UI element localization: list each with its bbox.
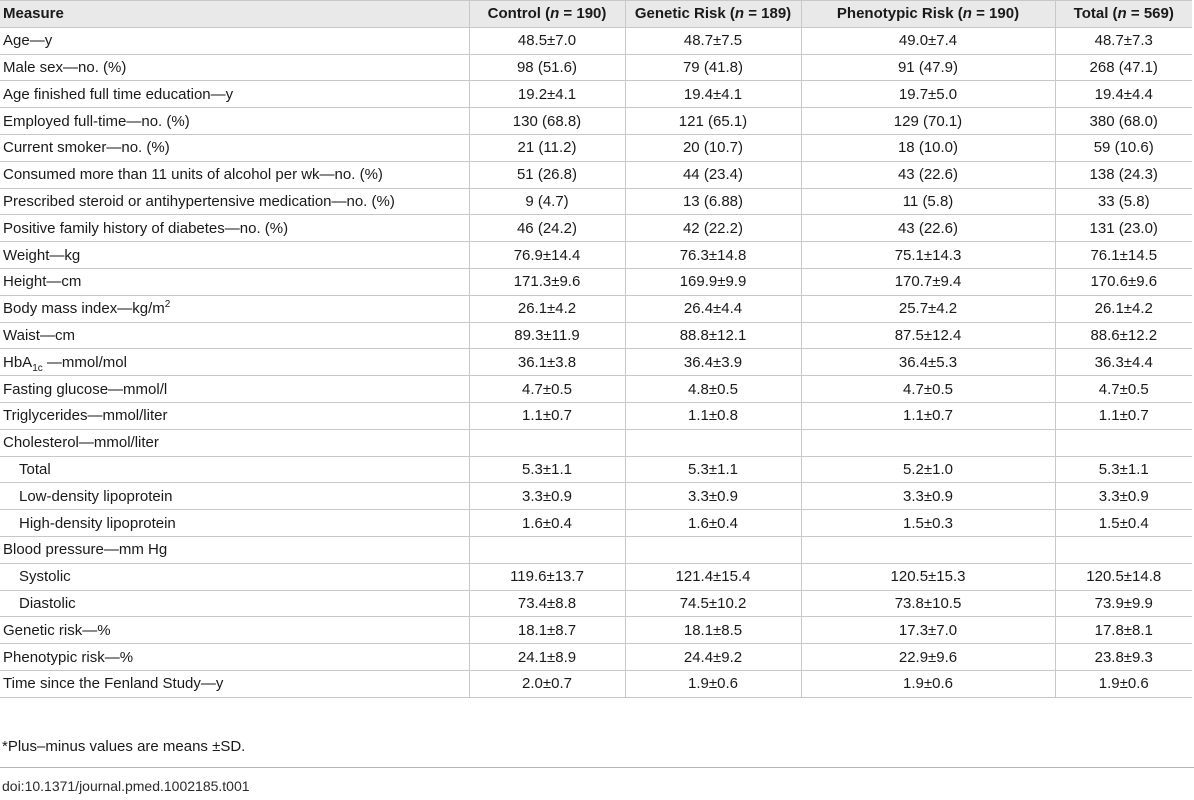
cell-phenotypic: 4.7±0.5: [801, 376, 1055, 403]
cell-total: 17.8±8.1: [1055, 617, 1192, 644]
cell-control: 3.3±0.9: [469, 483, 625, 510]
cell-total: 268 (47.1): [1055, 54, 1192, 81]
table-row: [0, 81, 1192, 108]
table-row: [0, 563, 1192, 590]
cell-phenotypic: 87.5±12.4: [801, 322, 1055, 349]
cell-control: 2.0±0.7: [469, 670, 625, 697]
row-label: Consumed more than 11 units of alcohol per wk—no. (%): [0, 161, 469, 188]
row-label: Current smoker—no. (%): [0, 134, 469, 161]
table-row: [0, 242, 1192, 269]
cell-genetic: 48.7±7.5: [625, 27, 801, 54]
cell-control: 98 (51.6): [469, 54, 625, 81]
cell-genetic: 26.4±4.4: [625, 295, 801, 322]
cell-total: 4.7±0.5: [1055, 376, 1192, 403]
cell-total: 33 (5.8): [1055, 188, 1192, 215]
cell-control: 73.4±8.8: [469, 590, 625, 617]
cell-genetic: [625, 429, 801, 456]
row-label: Positive family history of diabetes—no. (%): [0, 215, 469, 242]
cell-total: 36.3±4.4: [1055, 349, 1192, 376]
cell-genetic: 19.4±4.1: [625, 81, 801, 108]
cell-control: 4.7±0.5: [469, 376, 625, 403]
table-row: [0, 456, 1192, 483]
cell-control: [469, 536, 625, 563]
cell-total: 48.7±7.3: [1055, 27, 1192, 54]
row-label: Time since the Fenland Study—y: [0, 670, 469, 697]
cell-phenotypic: 43 (22.6): [801, 161, 1055, 188]
table-row: [0, 510, 1192, 537]
cell-control: 26.1±4.2: [469, 295, 625, 322]
cell-genetic: 169.9±9.9: [625, 268, 801, 295]
cell-phenotypic: 19.7±5.0: [801, 81, 1055, 108]
table-row: [0, 54, 1192, 81]
row-label: Phenotypic risk—%: [0, 644, 469, 671]
table-row: [0, 215, 1192, 242]
cell-total: 73.9±9.9: [1055, 590, 1192, 617]
cell-genetic: 13 (6.88): [625, 188, 801, 215]
cell-phenotypic: 18 (10.0): [801, 134, 1055, 161]
row-label: Employed full-time—no. (%): [0, 108, 469, 135]
cell-genetic: 88.8±12.1: [625, 322, 801, 349]
cell-control: 24.1±8.9: [469, 644, 625, 671]
table-row: [0, 108, 1192, 135]
cell-genetic: 4.8±0.5: [625, 376, 801, 403]
table-footnote: *Plus–minus values are means ±SD.: [2, 738, 246, 755]
cell-phenotypic: 5.2±1.0: [801, 456, 1055, 483]
cell-control: 1.1±0.7: [469, 402, 625, 429]
cell-genetic: 42 (22.2): [625, 215, 801, 242]
cell-genetic: 36.4±3.9: [625, 349, 801, 376]
header-phenotypic-risk: Phenotypic Risk (n = 190): [801, 1, 1055, 28]
cell-total: 76.1±14.5: [1055, 242, 1192, 269]
cell-genetic: 74.5±10.2: [625, 590, 801, 617]
cell-genetic: 24.4±9.2: [625, 644, 801, 671]
header-genetic-risk: Genetic Risk (n = 189): [625, 1, 801, 28]
table-row: [0, 644, 1192, 671]
cell-phenotypic: 1.9±0.6: [801, 670, 1055, 697]
cell-phenotypic: 91 (47.9): [801, 54, 1055, 81]
cell-phenotypic: 17.3±7.0: [801, 617, 1055, 644]
cell-genetic: 121.4±15.4: [625, 563, 801, 590]
cell-genetic: 1.6±0.4: [625, 510, 801, 537]
row-label: Age—y: [0, 27, 469, 54]
cell-control: 18.1±8.7: [469, 617, 625, 644]
row-label: Total: [0, 456, 469, 483]
cell-control: 21 (11.2): [469, 134, 625, 161]
cell-total: 59 (10.6): [1055, 134, 1192, 161]
cell-control: 5.3±1.1: [469, 456, 625, 483]
footer-divider: [0, 767, 1194, 768]
row-label: Prescribed steroid or antihypertensive medication—no. (%): [0, 188, 469, 215]
cell-control: 9 (4.7): [469, 188, 625, 215]
header-control: Control (n = 190): [469, 1, 625, 28]
cell-phenotypic: 1.5±0.3: [801, 510, 1055, 537]
row-label: Age finished full time education—y: [0, 81, 469, 108]
cell-phenotypic: 73.8±10.5: [801, 590, 1055, 617]
row-label: High-density lipoprotein: [0, 510, 469, 537]
cell-genetic: 3.3±0.9: [625, 483, 801, 510]
cell-control: 171.3±9.6: [469, 268, 625, 295]
cell-total: 5.3±1.1: [1055, 456, 1192, 483]
row-label: Triglycerides—mmol/liter: [0, 402, 469, 429]
table-row: [0, 322, 1192, 349]
cell-phenotypic: [801, 429, 1055, 456]
cell-control: 119.6±13.7: [469, 563, 625, 590]
row-label: Low-density lipoprotein: [0, 483, 469, 510]
cell-control: 89.3±11.9: [469, 322, 625, 349]
cell-control: 51 (26.8): [469, 161, 625, 188]
cell-control: 48.5±7.0: [469, 27, 625, 54]
row-label: Height—cm: [0, 268, 469, 295]
row-label: Weight—kg: [0, 242, 469, 269]
cell-phenotypic: 36.4±5.3: [801, 349, 1055, 376]
cell-phenotypic: 25.7±4.2: [801, 295, 1055, 322]
row-label: HbA$_{1c}$ —mmol/mol: [0, 349, 469, 376]
cell-genetic: 79 (41.8): [625, 54, 801, 81]
cell-genetic: 44 (23.4): [625, 161, 801, 188]
cell-phenotypic: 75.1±14.3: [801, 242, 1055, 269]
cell-phenotypic: 1.1±0.7: [801, 402, 1055, 429]
cell-control: [469, 429, 625, 456]
cell-genetic: 121 (65.1): [625, 108, 801, 135]
cell-genetic: 1.9±0.6: [625, 670, 801, 697]
table-row: [0, 295, 1192, 322]
cell-control: 46 (24.2): [469, 215, 625, 242]
cell-total: 120.5±14.8: [1055, 563, 1192, 590]
cell-control: 36.1±3.8: [469, 349, 625, 376]
header-measure: Measure: [0, 1, 469, 28]
cell-total: 23.8±9.3: [1055, 644, 1192, 671]
cell-total: 380 (68.0): [1055, 108, 1192, 135]
row-label: Systolic: [0, 563, 469, 590]
cell-control: 19.2±4.1: [469, 81, 625, 108]
row-label: Male sex—no. (%): [0, 54, 469, 81]
table-row: [0, 670, 1192, 697]
row-label: Waist—cm: [0, 322, 469, 349]
cell-total: 1.9±0.6: [1055, 670, 1192, 697]
table-row: [0, 268, 1192, 295]
row-label: Diastolic: [0, 590, 469, 617]
table-row: [0, 161, 1192, 188]
cell-phenotypic: 22.9±9.6: [801, 644, 1055, 671]
cell-genetic: 20 (10.7): [625, 134, 801, 161]
cell-total: 19.4±4.4: [1055, 81, 1192, 108]
cell-total: 26.1±4.2: [1055, 295, 1192, 322]
cell-phenotypic: 49.0±7.4: [801, 27, 1055, 54]
cell-phenotypic: [801, 536, 1055, 563]
cell-phenotypic: 170.7±9.4: [801, 268, 1055, 295]
table-row: [0, 188, 1192, 215]
cell-total: 3.3±0.9: [1055, 483, 1192, 510]
table-row: [0, 429, 1192, 456]
header-total: Total (n = 569): [1055, 1, 1192, 28]
table-body: [0, 27, 1192, 697]
table-row: [0, 536, 1192, 563]
cell-genetic: 18.1±8.5: [625, 617, 801, 644]
cell-genetic: [625, 536, 801, 563]
cell-phenotypic: 11 (5.8): [801, 188, 1055, 215]
cell-total: [1055, 429, 1192, 456]
cell-genetic: 76.3±14.8: [625, 242, 801, 269]
cell-total: 1.5±0.4: [1055, 510, 1192, 537]
table-row: [0, 402, 1192, 429]
table-row: [0, 27, 1192, 54]
cell-control: 130 (68.8): [469, 108, 625, 135]
cell-genetic: 5.3±1.1: [625, 456, 801, 483]
doi-text: doi:10.1371/journal.pmed.1002185.t001: [2, 778, 250, 794]
row-label: Blood pressure—mm Hg: [0, 536, 469, 563]
cell-total: 170.6±9.6: [1055, 268, 1192, 295]
table-row: [0, 349, 1192, 376]
cell-total: [1055, 536, 1192, 563]
row-label: Fasting glucose—mmol/l: [0, 376, 469, 403]
cell-phenotypic: 43 (22.6): [801, 215, 1055, 242]
cell-control: 1.6±0.4: [469, 510, 625, 537]
table-row: [0, 590, 1192, 617]
table-row: [0, 134, 1192, 161]
row-label: Genetic risk—%: [0, 617, 469, 644]
cell-total: 1.1±0.7: [1055, 402, 1192, 429]
cell-genetic: 1.1±0.8: [625, 402, 801, 429]
row-label: Cholesterol—mmol/liter: [0, 429, 469, 456]
table-row: [0, 483, 1192, 510]
cell-phenotypic: 3.3±0.9: [801, 483, 1055, 510]
cell-control: 76.9±14.4: [469, 242, 625, 269]
cell-phenotypic: 129 (70.1): [801, 108, 1055, 135]
table-header-row: [0, 1, 1192, 28]
table-row: [0, 376, 1192, 403]
cell-total: 138 (24.3): [1055, 161, 1192, 188]
cell-total: 131 (23.0): [1055, 215, 1192, 242]
cell-total: 88.6±12.2: [1055, 322, 1192, 349]
row-label: Body mass $index—kg/m^2$: [0, 295, 469, 322]
cell-phenotypic: 120.5±15.3: [801, 563, 1055, 590]
table-row: [0, 617, 1192, 644]
